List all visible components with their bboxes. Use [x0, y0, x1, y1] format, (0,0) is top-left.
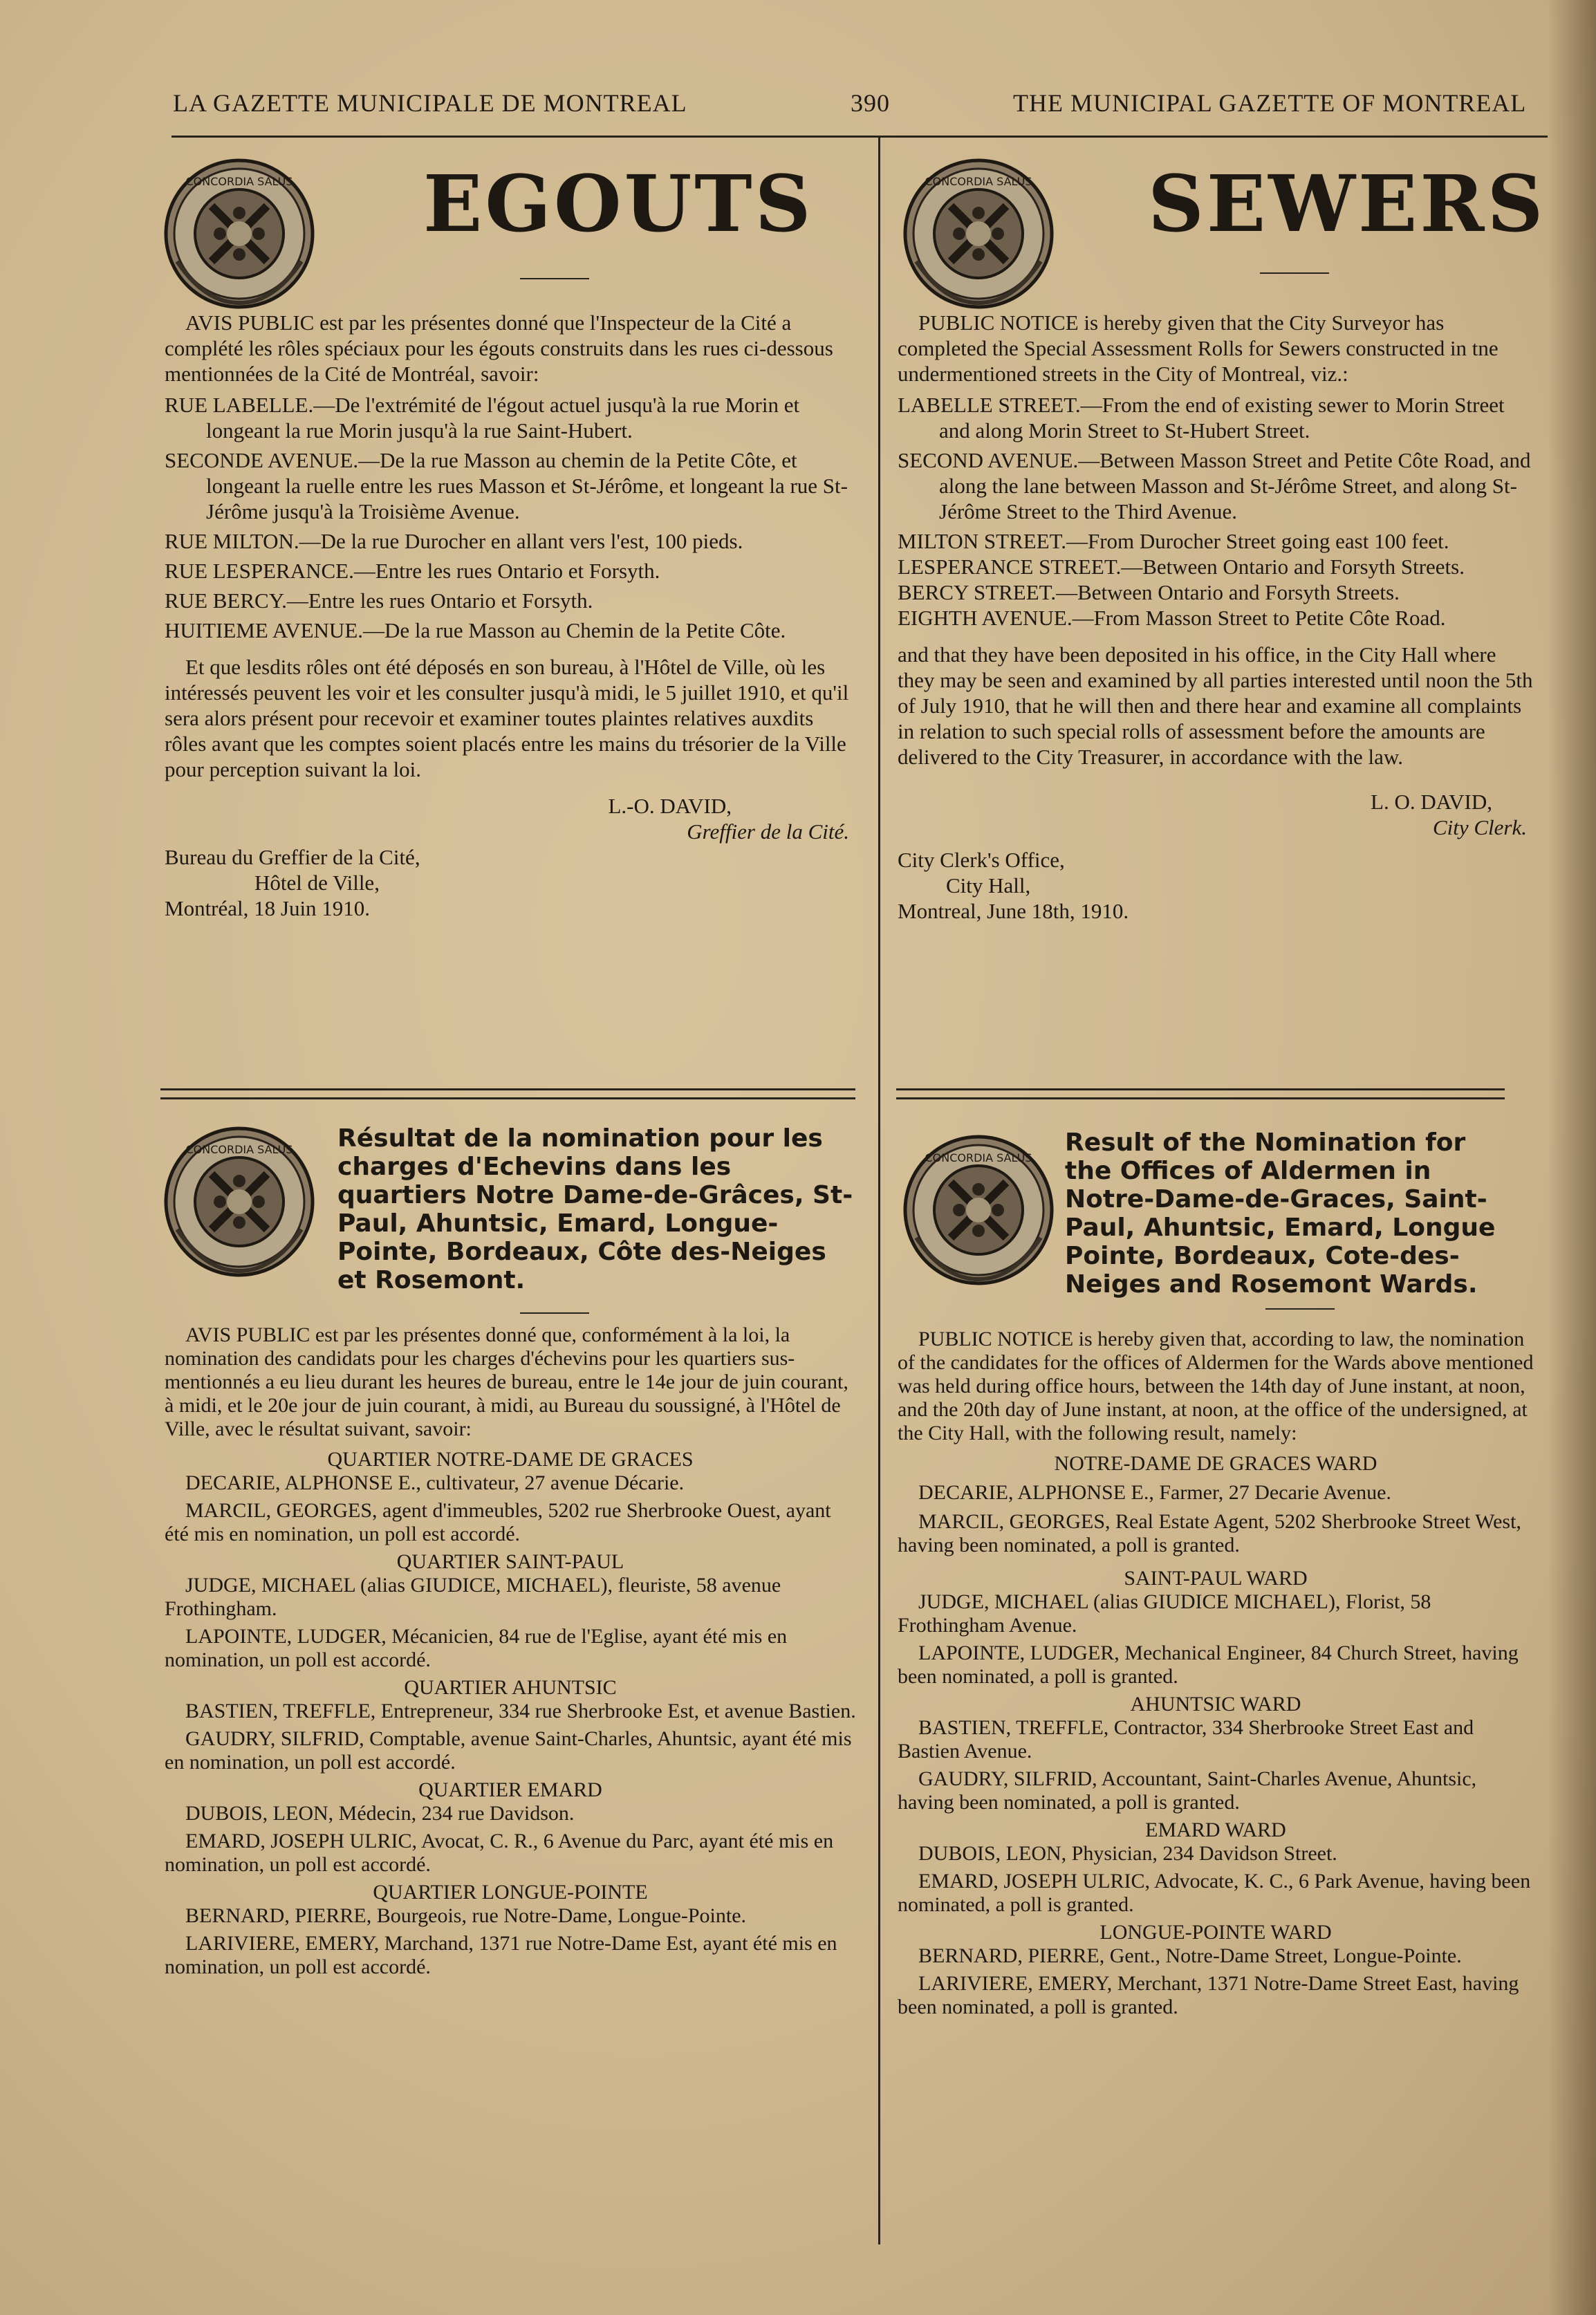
ward-heading: SAINT-PAUL WARD: [1124, 1567, 1308, 1590]
office-line: City Hall,: [946, 873, 1031, 898]
egouts-closing: Et que lesdits rôles ont été déposés en son bureau, à l'Hôtel de Ville, où les intéressés peuvent les voir et les consulter jusqu'à midi, le 5 juillet 1910, et qu'il sera alors présent pour recevoir et examiner toutes plaintes relatives auxdits rôles avant que les comptes soient placés entre les mains du trésorier de la Ville pour perception suivant la loi.: [165, 655, 849, 781]
seal-text: CONCORDIA SALUS: [925, 1151, 1032, 1164]
header-rule: [171, 136, 1548, 138]
city-seal-icon: [902, 1134, 1055, 1286]
page-shadow-edge: [1548, 0, 1596, 2315]
candidate-entry: DUBOIS, LEON, Physician, 234 Davidson Street.: [918, 1842, 1337, 1865]
candidate-entry: MARCIL, GEORGES, agent d'immeubles, 5202 rue Sherbrooke Ouest, ayant été mis en nomination, un poll est accordé.: [165, 1499, 831, 1545]
egouts-notice: [165, 310, 856, 921]
section-double-rule: [896, 1088, 1505, 1099]
candidate-entry: DECARIE, ALPHONSE E., cultivateur, 27 avenue Décarie.: [185, 1471, 685, 1494]
result-notice: [898, 1328, 1534, 2019]
ward-heading: QUARTIER AHUNTSIC: [404, 1676, 617, 1699]
egouts-item: SECONDE AVENUE.—De la rue Masson au chemin de la Petite Côte, et longeant la ruelle entre les rues Masson et St-Jérôme, et longeant la rue St-Jérôme jusqu'à la Troisième Avenue.: [165, 448, 848, 523]
title-rule: [520, 1312, 589, 1314]
signature-title: Greffier de la Cité.: [687, 819, 849, 844]
page-header: [173, 82, 1541, 123]
ward-heading: AHUNTSIC WARD: [1130, 1693, 1301, 1716]
egouts-intro: AVIS PUBLIC est par les présentes donné que l'Inspecteur de la Cité a complété les rôles spéciaux pour les égouts construits dans les rues ci-dessous mentionnées de la Cité de Montréal, savoir:: [165, 310, 833, 386]
candidate-entry: EMARD, JOSEPH ULRIC, Avocat, C. R., 6 Avenue du Parc, ayant été mis en nomination, un poll est accordé.: [165, 1830, 834, 1876]
result-intro: PUBLIC NOTICE is hereby given that, according to law, the nomination of the candidates for the offices of Aldermen for the Wards above mentioned was held during office hours, between the 14th day of June instant, at noon, and the 20th day of June instant, at noon, at the office of the undersigned, at the City Hall, with the following result, namely:: [898, 1328, 1534, 1444]
candidate-entry: DECARIE, ALPHONSE E., Farmer, 27 Decarie Avenue.: [918, 1481, 1391, 1504]
egouts-item: RUE LESPERANCE.—Entre les rues Ontario et Forsyth.: [165, 559, 660, 583]
candidate-entry: JUDGE, MICHAEL (alias GIUDICE MICHAEL), Florist, 58 Frothingham Avenue.: [898, 1590, 1431, 1637]
city-seal-icon: [163, 158, 315, 310]
signature-title: City Clerk.: [1432, 815, 1527, 839]
candidate-entry: BASTIEN, TREFFLE, Entrepreneur, 334 rue Sherbrooke Est, et avenue Bastien.: [185, 1700, 856, 1722]
resultat-notice: [165, 1323, 856, 1979]
sewers-title: SEWERS: [1148, 159, 1546, 250]
title-rule: [520, 278, 589, 279]
seal-text: CONCORDIA SALUS: [185, 1143, 293, 1156]
candidate-entry: LARIVIERE, EMERY, Merchant, 1371 Notre-Dame Street East, having been nominated, a poll is granted.: [898, 1972, 1519, 2018]
ward-heading: NOTRE-DAME DE GRACES WARD: [1054, 1452, 1377, 1475]
seal-text: CONCORDIA SALUS: [925, 175, 1032, 188]
egouts-item: RUE MILTON.—De la rue Durocher en allant vers l'est, 100 pieds.: [165, 529, 743, 553]
egouts-item: RUE LABELLE.—De l'extrémité de l'égout actuel jusqu'à la rue Morin et longeant la rue Morin jusqu'à la rue Saint-Hubert.: [165, 393, 800, 443]
ward-heading: QUARTIER EMARD: [418, 1778, 602, 1801]
candidate-entry: BERNARD, PIERRE, Bourgeois, rue Notre-Dame, Longue-Pointe.: [185, 1904, 747, 1927]
ward-heading: QUARTIER SAINT-PAUL: [396, 1550, 624, 1573]
candidate-entry: LARIVIERE, EMERY, Marchand, 1371 rue Notre-Dame Est, ayant été mis en nomination, un poll est accordé.: [165, 1932, 837, 1978]
sewers-closing: and that they have been deposited in his office, in the City Hall where they may be seen and examined by all parties interested until noon the 5th of July 1910, that he will then and there hear and examine all complaints in relation to such special rolls of assessment before the amounts are delivered to the City Treasurer, in accordance with the law.: [898, 642, 1533, 769]
city-seal-icon: [163, 1126, 315, 1278]
office-line: Hôtel de Ville,: [254, 871, 380, 895]
sewers-item: EIGHTH AVENUE.—From Masson Street to Petite Côte Road.: [898, 606, 1446, 630]
office-line: City Clerk's Office,: [898, 848, 1065, 872]
resultat-title: Résultat de la nomination pour les charges d'Echevins dans les quartiers Notre Dame-de-Grâces, St-Paul, Ahuntsic, Emard, Longue-Pointe, Bordeaux, Côte des-Neiges et Rosemont.: [337, 1124, 853, 1294]
candidate-entry: BASTIEN, TREFFLE, Contractor, 334 Sherbrooke Street East and Bastien Avenue.: [898, 1716, 1474, 1763]
resultat-intro: AVIS PUBLIC est par les présentes donné que, conformément à la loi, la nomination des candidats pour les charges d'échevins pour les quartiers sus-mentionnés a eu lieu durant les heures de bureau, entre le 14e jour de juin courant, à midi, et le 20e jour de juin courant, à midi, au Bureau du soussigné, à l'Hôtel de Ville, avec le résultat suivant, savoir:: [165, 1323, 848, 1440]
notice-date: Montreal, June 18th, 1910.: [898, 899, 1129, 923]
candidate-entry: DUBOIS, LEON, Médecin, 234 rue Davidson.: [185, 1802, 575, 1825]
ward-heading: QUARTIER LONGUE-POINTE: [373, 1881, 648, 1904]
sewers-item: BERCY STREET.—Between Ontario and Forsyth Streets.: [898, 580, 1400, 604]
sewers-item: SECOND AVENUE.—Between Masson Street and Petite Côte Road, and along the lane between Masson and St-Jérôme Street, and along St-Jérôme Street to the Third Avenue.: [898, 448, 1531, 523]
result-title: Result of the Nomination for the Offices of Aldermen in Notre-Dame-de-Graces, Saint-Paul, Ahuntsic, Emard, Longue Pointe, Bordeaux, Cote-des-Neiges and Rosemont Wards.: [1065, 1128, 1496, 1299]
candidate-entry: LAPOINTE, LUDGER, Mechanical Engineer, 84 Church Street, having been nominated, a poll is granted.: [898, 1642, 1519, 1688]
notice-date: Montréal, 18 Juin 1910.: [165, 896, 371, 920]
sewers-item: MILTON STREET.—From Durocher Street going east 100 feet.: [898, 529, 1449, 553]
sewers-item: LABELLE STREET.—From the end of existing sewer to Morin Street and along Morin Street to St-Hubert Street.: [898, 393, 1505, 443]
section-double-rule: [160, 1088, 855, 1099]
sewers-intro: PUBLIC NOTICE is hereby given that the City Surveyor has completed the Special Assessment Rolls for Sewers constructed in tne undermentioned streets in the City of Montreal, viz.:: [898, 310, 1498, 386]
header-left: LA GAZETTE MUNICIPALE DE MONTREAL: [173, 89, 687, 117]
seal-text: CONCORDIA SALUS: [185, 175, 293, 188]
signature: L. O. DAVID,: [1371, 790, 1492, 814]
header-right: THE MUNICIPAL GAZETTE OF MONTREAL: [1013, 89, 1527, 117]
egouts-item: RUE BERCY.—Entre les rues Ontario et Forsyth.: [165, 588, 593, 613]
title-rule: [1260, 272, 1329, 274]
ward-heading: LONGUE-POINTE WARD: [1099, 1921, 1332, 1944]
candidate-entry: EMARD, JOSEPH ULRIC, Advocate, K. C., 6 Park Avenue, having been nominated, a poll is granted.: [898, 1870, 1531, 1916]
sewers-notice: [898, 310, 1534, 924]
city-seal-icon: [902, 158, 1055, 310]
egouts-title: EGOUTS: [423, 159, 814, 250]
candidate-entry: LAPOINTE, LUDGER, Mécanicien, 84 rue de l'Eglise, ayant été mis en nomination, un poll est accordé.: [165, 1625, 788, 1671]
signature: L.-O. DAVID,: [608, 794, 732, 818]
candidate-entry: MARCIL, GEORGES, Real Estate Agent, 5202 Sherbrooke Street West, having been nominated, a poll is granted.: [898, 1510, 1521, 1556]
column-divider: [878, 136, 880, 2244]
sewers-item: LESPERANCE STREET.—Between Ontario and Forsyth Streets.: [898, 555, 1465, 579]
candidate-entry: GAUDRY, SILFRID, Comptable, avenue Saint-Charles, Ahuntsic, ayant été mis en nomination, un poll est accordé.: [165, 1727, 852, 1774]
egouts-item: HUITIEME AVENUE.—De la rue Masson au Chemin de la Petite Côte.: [165, 618, 786, 642]
title-rule: [1265, 1308, 1335, 1310]
office-line: Bureau du Greffier de la Cité,: [165, 845, 420, 869]
page-number: 390: [851, 89, 890, 117]
ward-heading: EMARD WARD: [1145, 1819, 1286, 1841]
ward-heading: QUARTIER NOTRE-DAME DE GRACES: [327, 1448, 694, 1471]
candidate-entry: BERNARD, PIERRE, Gent., Notre-Dame Street, Longue-Pointe.: [918, 1944, 1462, 1967]
candidate-entry: GAUDRY, SILFRID, Accountant, Saint-Charles Avenue, Ahuntsic, having been nominated, a poll is granted.: [898, 1767, 1477, 1814]
candidate-entry: JUDGE, MICHAEL (alias GIUDICE, MICHAEL), fleuriste, 58 avenue Frothingham.: [165, 1574, 781, 1620]
